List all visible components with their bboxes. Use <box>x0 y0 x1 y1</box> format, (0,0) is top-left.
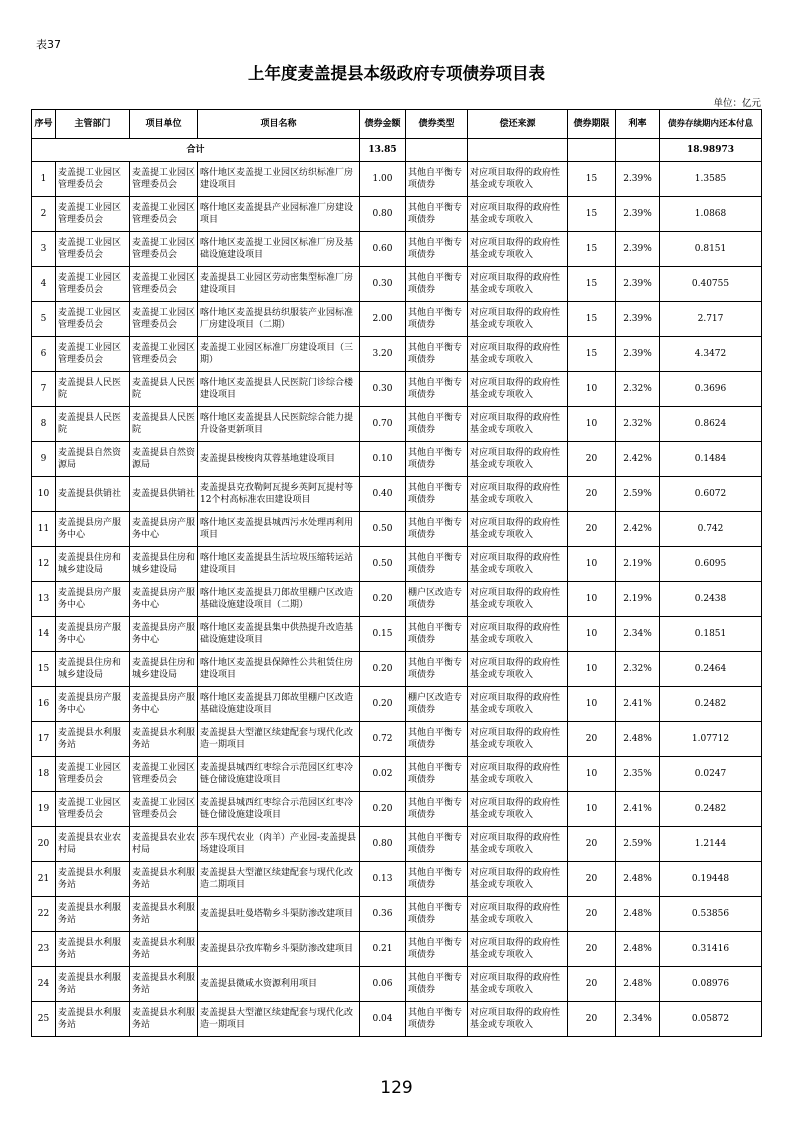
cell-project-name: 麦盖提县克孜勒阿瓦提乡英阿瓦提村等12个村高标准农田建设项目 <box>198 477 360 512</box>
cell-repayment: 0.3696 <box>660 372 762 407</box>
cell-amount: 0.60 <box>360 232 406 267</box>
cell-project-name: 喀什地区麦盖提县刀郎故里棚户区改造基础设施建设项目 <box>198 687 360 722</box>
col-header-repayment: 债券存续期内还本付息 <box>660 110 762 139</box>
cell-project-name: 喀什地区麦盖提县产业园标准厂房建设项目 <box>198 197 360 232</box>
cell-no: 15 <box>32 652 56 687</box>
cell-bond-type: 棚户区改造专项债券 <box>406 582 468 617</box>
cell-term: 15 <box>568 197 616 232</box>
cell-unit: 麦盖提县自然资源局 <box>130 442 198 477</box>
cell-unit: 麦盖提县水利服务站 <box>130 967 198 1002</box>
table-row <box>32 547 762 582</box>
cell-repayment: 1.07712 <box>660 722 762 757</box>
table-row <box>32 862 762 897</box>
cell-dept: 麦盖提县水利服务站 <box>56 722 130 757</box>
cell-dept: 麦盖提县自然资源局 <box>56 442 130 477</box>
cell-project-name: 喀什地区麦盖提县城西污水处理再利用项目 <box>198 512 360 547</box>
cell-unit: 麦盖提工业园区管理委员会 <box>130 267 198 302</box>
cell-unit: 麦盖提县水利服务站 <box>130 722 198 757</box>
cell-dept: 麦盖提县水利服务站 <box>56 932 130 967</box>
total-empty-cell <box>568 139 616 162</box>
col-header-rate: 利率 <box>616 110 660 139</box>
cell-amount: 0.02 <box>360 757 406 792</box>
cell-term: 10 <box>568 407 616 442</box>
cell-repayment: 0.2482 <box>660 687 762 722</box>
cell-project-name: 麦盖提县微咸水资源利用项目 <box>198 967 360 1002</box>
table-row <box>32 162 762 197</box>
cell-repayment: 1.2144 <box>660 827 762 862</box>
cell-dept: 麦盖提县农业农村局 <box>56 827 130 862</box>
cell-bond-type: 其他自平衡专项债券 <box>406 372 468 407</box>
page-title: 上年度麦盖提县本级政府专项债券项目表 <box>248 64 545 83</box>
cell-rate: 2.39% <box>616 197 660 232</box>
cell-rate: 2.39% <box>616 162 660 197</box>
cell-rate: 2.41% <box>616 687 660 722</box>
cell-repay-source: 对应项目取得的政府性基金或专项收入 <box>468 512 568 547</box>
cell-term: 15 <box>568 267 616 302</box>
cell-term: 20 <box>568 967 616 1002</box>
cell-bond-type: 其他自平衡专项债券 <box>406 232 468 267</box>
cell-amount: 1.00 <box>360 162 406 197</box>
cell-project-name: 麦盖提县工业园区劳动密集型标准厂房建设项目 <box>198 267 360 302</box>
cell-repay-source: 对应项目取得的政府性基金或专项收入 <box>468 932 568 967</box>
cell-dept: 麦盖提工业园区管理委员会 <box>56 757 130 792</box>
table-number: 表37 <box>36 38 61 51</box>
cell-no: 11 <box>32 512 56 547</box>
cell-repay-source: 对应项目取得的政府性基金或专项收入 <box>468 722 568 757</box>
table-row <box>32 442 762 477</box>
cell-repay-source: 对应项目取得的政府性基金或专项收入 <box>468 442 568 477</box>
cell-project-name: 莎车现代农业（肉羊）产业园-麦盖提县场建设项目 <box>198 827 360 862</box>
cell-amount: 0.20 <box>360 582 406 617</box>
cell-term: 20 <box>568 827 616 862</box>
col-header-dept: 主管部门 <box>56 110 130 139</box>
cell-dept: 麦盖提县房产服务中心 <box>56 687 130 722</box>
cell-no: 18 <box>32 757 56 792</box>
cell-dept: 麦盖提工业园区管理委员会 <box>56 302 130 337</box>
table-row <box>32 407 762 442</box>
cell-bond-type: 其他自平衡专项债券 <box>406 967 468 1002</box>
total-repayment: 18.98973 <box>660 139 762 162</box>
cell-bond-type: 其他自平衡专项债券 <box>406 862 468 897</box>
cell-no: 4 <box>32 267 56 302</box>
cell-unit: 麦盖提县农业农村局 <box>130 827 198 862</box>
cell-repay-source: 对应项目取得的政府性基金或专项收入 <box>468 547 568 582</box>
cell-bond-type: 其他自平衡专项债券 <box>406 267 468 302</box>
cell-unit: 麦盖提工业园区管理委员会 <box>130 792 198 827</box>
table-row <box>32 617 762 652</box>
cell-rate: 2.32% <box>616 372 660 407</box>
cell-repay-source: 对应项目取得的政府性基金或专项收入 <box>468 897 568 932</box>
cell-amount: 0.20 <box>360 792 406 827</box>
cell-no: 8 <box>32 407 56 442</box>
cell-project-name: 麦盖提县大型灌区续建配套与现代化改造一期项目 <box>198 722 360 757</box>
cell-term: 10 <box>568 757 616 792</box>
cell-repayment: 0.31416 <box>660 932 762 967</box>
table-row <box>32 302 762 337</box>
cell-no: 23 <box>32 932 56 967</box>
table-row <box>32 197 762 232</box>
cell-amount: 0.30 <box>360 267 406 302</box>
cell-repay-source: 对应项目取得的政府性基金或专项收入 <box>468 1002 568 1037</box>
cell-amount: 0.10 <box>360 442 406 477</box>
cell-no: 14 <box>32 617 56 652</box>
cell-term: 20 <box>568 1002 616 1037</box>
cell-bond-type: 其他自平衡专项债券 <box>406 897 468 932</box>
cell-repay-source: 对应项目取得的政府性基金或专项收入 <box>468 407 568 442</box>
cell-dept: 麦盖提县住房和城乡建设局 <box>56 652 130 687</box>
cell-amount: 0.80 <box>360 197 406 232</box>
total-amount: 13.85 <box>360 139 406 162</box>
cell-term: 15 <box>568 337 616 372</box>
cell-repay-source: 对应项目取得的政府性基金或专项收入 <box>468 372 568 407</box>
cell-bond-type: 其他自平衡专项债券 <box>406 617 468 652</box>
cell-repayment: 0.2464 <box>660 652 762 687</box>
cell-no: 20 <box>32 827 56 862</box>
debt-project-table <box>31 109 762 1037</box>
cell-amount: 0.70 <box>360 407 406 442</box>
cell-repay-source: 对应项目取得的政府性基金或专项收入 <box>468 687 568 722</box>
cell-unit: 麦盖提工业园区管理委员会 <box>130 162 198 197</box>
cell-dept: 麦盖提县住房和城乡建设局 <box>56 547 130 582</box>
cell-term: 15 <box>568 162 616 197</box>
table-row <box>32 967 762 1002</box>
cell-rate: 2.48% <box>616 897 660 932</box>
cell-bond-type: 其他自平衡专项债券 <box>406 442 468 477</box>
cell-repayment: 0.19448 <box>660 862 762 897</box>
cell-repayment: 1.3585 <box>660 162 762 197</box>
cell-repayment: 0.1851 <box>660 617 762 652</box>
cell-repayment: 0.6095 <box>660 547 762 582</box>
cell-rate: 2.41% <box>616 792 660 827</box>
cell-project-name: 喀什地区麦盖提县人民医院门诊综合楼建设项目 <box>198 372 360 407</box>
cell-dept: 麦盖提工业园区管理委员会 <box>56 162 130 197</box>
table-row <box>32 512 762 547</box>
cell-unit: 麦盖提工业园区管理委员会 <box>130 757 198 792</box>
cell-repayment: 2.717 <box>660 302 762 337</box>
cell-no: 13 <box>32 582 56 617</box>
cell-unit: 麦盖提县房产服务中心 <box>130 687 198 722</box>
cell-repay-source: 对应项目取得的政府性基金或专项收入 <box>468 652 568 687</box>
cell-dept: 麦盖提县供销社 <box>56 477 130 512</box>
cell-repayment: 4.3472 <box>660 337 762 372</box>
cell-no: 1 <box>32 162 56 197</box>
cell-project-name: 麦盖提县城西红枣综合示范园区红枣冷链仓储设施建设项目 <box>198 757 360 792</box>
cell-bond-type: 其他自平衡专项债券 <box>406 792 468 827</box>
cell-repayment: 0.8151 <box>660 232 762 267</box>
cell-no: 19 <box>32 792 56 827</box>
cell-amount: 0.50 <box>360 512 406 547</box>
col-header-term: 债券期限 <box>568 110 616 139</box>
total-label: 合计 <box>32 139 360 162</box>
table-row <box>32 372 762 407</box>
col-header-source: 偿还来源 <box>468 110 568 139</box>
table-row <box>32 932 762 967</box>
cell-dept: 麦盖提工业园区管理委员会 <box>56 232 130 267</box>
cell-amount: 0.80 <box>360 827 406 862</box>
cell-repay-source: 对应项目取得的政府性基金或专项收入 <box>468 617 568 652</box>
cell-repayment: 0.08976 <box>660 967 762 1002</box>
table-row <box>32 267 762 302</box>
cell-unit: 麦盖提县人民医院 <box>130 372 198 407</box>
table-row <box>32 687 762 722</box>
cell-no: 6 <box>32 337 56 372</box>
cell-no: 5 <box>32 302 56 337</box>
cell-project-name: 喀什地区麦盖提县集中供热提升改造基础设施建设项目 <box>198 617 360 652</box>
cell-no: 25 <box>32 1002 56 1037</box>
cell-no: 16 <box>32 687 56 722</box>
cell-rate: 2.39% <box>616 232 660 267</box>
cell-rate: 2.39% <box>616 267 660 302</box>
table-row <box>32 652 762 687</box>
cell-repay-source: 对应项目取得的政府性基金或专项收入 <box>468 792 568 827</box>
table-row <box>32 582 762 617</box>
cell-rate: 2.32% <box>616 407 660 442</box>
total-row <box>32 139 762 162</box>
cell-term: 20 <box>568 722 616 757</box>
cell-amount: 0.72 <box>360 722 406 757</box>
cell-rate: 2.39% <box>616 302 660 337</box>
cell-rate: 2.34% <box>616 617 660 652</box>
cell-unit: 麦盖提县水利服务站 <box>130 897 198 932</box>
cell-bond-type: 其他自平衡专项债券 <box>406 722 468 757</box>
cell-term: 10 <box>568 372 616 407</box>
cell-repayment: 1.0868 <box>660 197 762 232</box>
table-row <box>32 827 762 862</box>
cell-dept: 麦盖提工业园区管理委员会 <box>56 337 130 372</box>
col-header-type: 债券类型 <box>406 110 468 139</box>
cell-term: 20 <box>568 932 616 967</box>
cell-unit: 麦盖提工业园区管理委员会 <box>130 302 198 337</box>
cell-term: 20 <box>568 442 616 477</box>
cell-repay-source: 对应项目取得的政府性基金或专项收入 <box>468 757 568 792</box>
cell-unit: 麦盖提县供销社 <box>130 477 198 512</box>
cell-term: 20 <box>568 897 616 932</box>
cell-no: 21 <box>32 862 56 897</box>
cell-dept: 麦盖提县房产服务中心 <box>56 617 130 652</box>
table-row <box>32 757 762 792</box>
cell-unit: 麦盖提县人民医院 <box>130 407 198 442</box>
cell-repay-source: 对应项目取得的政府性基金或专项收入 <box>468 477 568 512</box>
cell-unit: 麦盖提县房产服务中心 <box>130 582 198 617</box>
col-header-name: 项目名称 <box>198 110 360 139</box>
cell-no: 12 <box>32 547 56 582</box>
cell-rate: 2.48% <box>616 722 660 757</box>
cell-project-name: 麦盖提县大型灌区续建配套与现代化改造二期项目 <box>198 862 360 897</box>
table-row <box>32 897 762 932</box>
cell-term: 10 <box>568 652 616 687</box>
unit-label: 单位：亿元 <box>713 98 761 109</box>
cell-dept: 麦盖提工业园区管理委员会 <box>56 792 130 827</box>
cell-unit: 麦盖提县住房和城乡建设局 <box>130 547 198 582</box>
cell-repayment: 0.742 <box>660 512 762 547</box>
cell-dept: 麦盖提县水利服务站 <box>56 1002 130 1037</box>
cell-repayment: 0.2482 <box>660 792 762 827</box>
cell-repayment: 0.1484 <box>660 442 762 477</box>
cell-unit: 麦盖提工业园区管理委员会 <box>130 232 198 267</box>
cell-term: 10 <box>568 687 616 722</box>
cell-amount: 0.40 <box>360 477 406 512</box>
cell-no: 9 <box>32 442 56 477</box>
cell-rate: 2.39% <box>616 337 660 372</box>
cell-no: 24 <box>32 967 56 1002</box>
cell-bond-type: 其他自平衡专项债券 <box>406 512 468 547</box>
cell-project-name: 麦盖提县大型灌区续建配套与现代化改造一期项目 <box>198 1002 360 1037</box>
cell-project-name: 麦盖提工业园区标准厂房建设项目（三期） <box>198 337 360 372</box>
cell-term: 10 <box>568 792 616 827</box>
total-empty-cell <box>468 139 568 162</box>
cell-repayment: 0.8624 <box>660 407 762 442</box>
cell-repay-source: 对应项目取得的政府性基金或专项收入 <box>468 232 568 267</box>
cell-rate: 2.59% <box>616 477 660 512</box>
cell-unit: 麦盖提县水利服务站 <box>130 932 198 967</box>
cell-project-name: 喀什地区麦盖提县纺织服装产业园标准厂房建设项目（二期） <box>198 302 360 337</box>
cell-bond-type: 其他自平衡专项债券 <box>406 827 468 862</box>
total-empty-cell <box>616 139 660 162</box>
cell-amount: 0.36 <box>360 897 406 932</box>
cell-repayment: 0.2438 <box>660 582 762 617</box>
cell-no: 17 <box>32 722 56 757</box>
cell-repayment: 0.05872 <box>660 1002 762 1037</box>
cell-no: 22 <box>32 897 56 932</box>
cell-repayment: 0.53856 <box>660 897 762 932</box>
col-header-no: 序号 <box>32 110 56 139</box>
cell-repay-source: 对应项目取得的政府性基金或专项收入 <box>468 267 568 302</box>
cell-repayment: 0.0247 <box>660 757 762 792</box>
cell-bond-type: 其他自平衡专项债券 <box>406 932 468 967</box>
cell-project-name: 喀什地区麦盖提县生活垃圾压缩转运站建设项目 <box>198 547 360 582</box>
cell-amount: 0.30 <box>360 372 406 407</box>
cell-repay-source: 对应项目取得的政府性基金或专项收入 <box>468 337 568 372</box>
cell-rate: 2.48% <box>616 932 660 967</box>
col-header-unit: 项目单位 <box>130 110 198 139</box>
cell-dept: 麦盖提县房产服务中心 <box>56 512 130 547</box>
cell-dept: 麦盖提工业园区管理委员会 <box>56 197 130 232</box>
cell-project-name: 喀什地区麦盖提县刀郎故里棚户区改造基础设施建设项目（二期） <box>198 582 360 617</box>
cell-unit: 麦盖提工业园区管理委员会 <box>130 337 198 372</box>
cell-amount: 0.04 <box>360 1002 406 1037</box>
cell-dept: 麦盖提县水利服务站 <box>56 897 130 932</box>
cell-unit: 麦盖提县水利服务站 <box>130 862 198 897</box>
cell-dept: 麦盖提县水利服务站 <box>56 862 130 897</box>
cell-unit: 麦盖提县水利服务站 <box>130 1002 198 1037</box>
cell-amount: 3.20 <box>360 337 406 372</box>
table-header-row <box>32 110 762 139</box>
cell-term: 20 <box>568 512 616 547</box>
cell-unit: 麦盖提工业园区管理委员会 <box>130 197 198 232</box>
cell-bond-type: 其他自平衡专项债券 <box>406 547 468 582</box>
cell-repay-source: 对应项目取得的政府性基金或专项收入 <box>468 302 568 337</box>
cell-term: 10 <box>568 582 616 617</box>
table-row <box>32 722 762 757</box>
cell-dept: 麦盖提县人民医院 <box>56 407 130 442</box>
cell-project-name: 喀什地区麦盖提县保障性公共租赁住房建设项目 <box>198 652 360 687</box>
cell-repay-source: 对应项目取得的政府性基金或专项收入 <box>468 197 568 232</box>
cell-no: 3 <box>32 232 56 267</box>
cell-rate: 2.48% <box>616 862 660 897</box>
cell-project-name: 麦盖提县尕孜库勒乡斗渠防渗改建项目 <box>198 932 360 967</box>
table-row <box>32 1002 762 1037</box>
cell-amount: 0.50 <box>360 547 406 582</box>
cell-project-name: 喀什地区麦盖提工业园区纺织标准厂房建设项目 <box>198 162 360 197</box>
cell-term: 20 <box>568 477 616 512</box>
cell-bond-type: 其他自平衡专项债券 <box>406 757 468 792</box>
cell-dept: 麦盖提工业园区管理委员会 <box>56 267 130 302</box>
cell-project-name: 喀什地区麦盖提县人民医院综合能力提升设备更新项目 <box>198 407 360 442</box>
cell-amount: 0.06 <box>360 967 406 1002</box>
cell-bond-type: 其他自平衡专项债券 <box>406 197 468 232</box>
cell-no: 7 <box>32 372 56 407</box>
cell-amount: 0.21 <box>360 932 406 967</box>
cell-dept: 麦盖提县人民医院 <box>56 372 130 407</box>
cell-rate: 2.42% <box>616 442 660 477</box>
cell-bond-type: 其他自平衡专项债券 <box>406 302 468 337</box>
cell-bond-type: 其他自平衡专项债券 <box>406 162 468 197</box>
cell-amount: 0.13 <box>360 862 406 897</box>
cell-rate: 2.48% <box>616 967 660 1002</box>
cell-bond-type: 其他自平衡专项债券 <box>406 652 468 687</box>
cell-bond-type: 其他自平衡专项债券 <box>406 337 468 372</box>
cell-amount: 0.20 <box>360 687 406 722</box>
cell-rate: 2.42% <box>616 512 660 547</box>
cell-term: 10 <box>568 547 616 582</box>
cell-repayment: 0.40755 <box>660 267 762 302</box>
cell-no: 2 <box>32 197 56 232</box>
cell-amount: 0.20 <box>360 652 406 687</box>
cell-project-name: 喀什地区麦盖提工业园区标准厂房及基础设施建设项目 <box>198 232 360 267</box>
table-row <box>32 232 762 267</box>
cell-rate: 2.35% <box>616 757 660 792</box>
cell-term: 10 <box>568 617 616 652</box>
cell-project-name: 麦盖提县梭梭肉苁蓉基地建设项目 <box>198 442 360 477</box>
cell-amount: 2.00 <box>360 302 406 337</box>
cell-rate: 2.19% <box>616 547 660 582</box>
col-header-amount: 债券金额 <box>360 110 406 139</box>
cell-dept: 麦盖提县房产服务中心 <box>56 582 130 617</box>
cell-rate: 2.59% <box>616 827 660 862</box>
cell-bond-type: 其他自平衡专项债券 <box>406 407 468 442</box>
cell-dept: 麦盖提县水利服务站 <box>56 967 130 1002</box>
table-row <box>32 792 762 827</box>
total-empty-cell <box>406 139 468 162</box>
cell-repay-source: 对应项目取得的政府性基金或专项收入 <box>468 827 568 862</box>
cell-term: 15 <box>568 302 616 337</box>
cell-project-name: 麦盖提县城西红枣综合示范园区红枣冷链仓储设施建设项目 <box>198 792 360 827</box>
cell-bond-type: 棚户区改造专项债券 <box>406 687 468 722</box>
cell-no: 10 <box>32 477 56 512</box>
cell-repay-source: 对应项目取得的政府性基金或专项收入 <box>468 582 568 617</box>
cell-rate: 2.34% <box>616 1002 660 1037</box>
cell-unit: 麦盖提县房产服务中心 <box>130 512 198 547</box>
cell-rate: 2.32% <box>616 652 660 687</box>
cell-project-name: 麦盖提县吐曼塔勒乡斗渠防渗改建项目 <box>198 897 360 932</box>
cell-amount: 0.15 <box>360 617 406 652</box>
cell-bond-type: 其他自平衡专项债券 <box>406 477 468 512</box>
page-number: 129 <box>380 1078 413 1098</box>
table-row <box>32 337 762 372</box>
cell-unit: 麦盖提县住房和城乡建设局 <box>130 652 198 687</box>
cell-repayment: 0.6072 <box>660 477 762 512</box>
cell-term: 20 <box>568 862 616 897</box>
table-row <box>32 477 762 512</box>
cell-repay-source: 对应项目取得的政府性基金或专项收入 <box>468 862 568 897</box>
cell-term: 15 <box>568 232 616 267</box>
cell-repay-source: 对应项目取得的政府性基金或专项收入 <box>468 162 568 197</box>
cell-unit: 麦盖提县房产服务中心 <box>130 617 198 652</box>
cell-rate: 2.19% <box>616 582 660 617</box>
cell-bond-type: 其他自平衡专项债券 <box>406 1002 468 1037</box>
cell-repay-source: 对应项目取得的政府性基金或专项收入 <box>468 967 568 1002</box>
